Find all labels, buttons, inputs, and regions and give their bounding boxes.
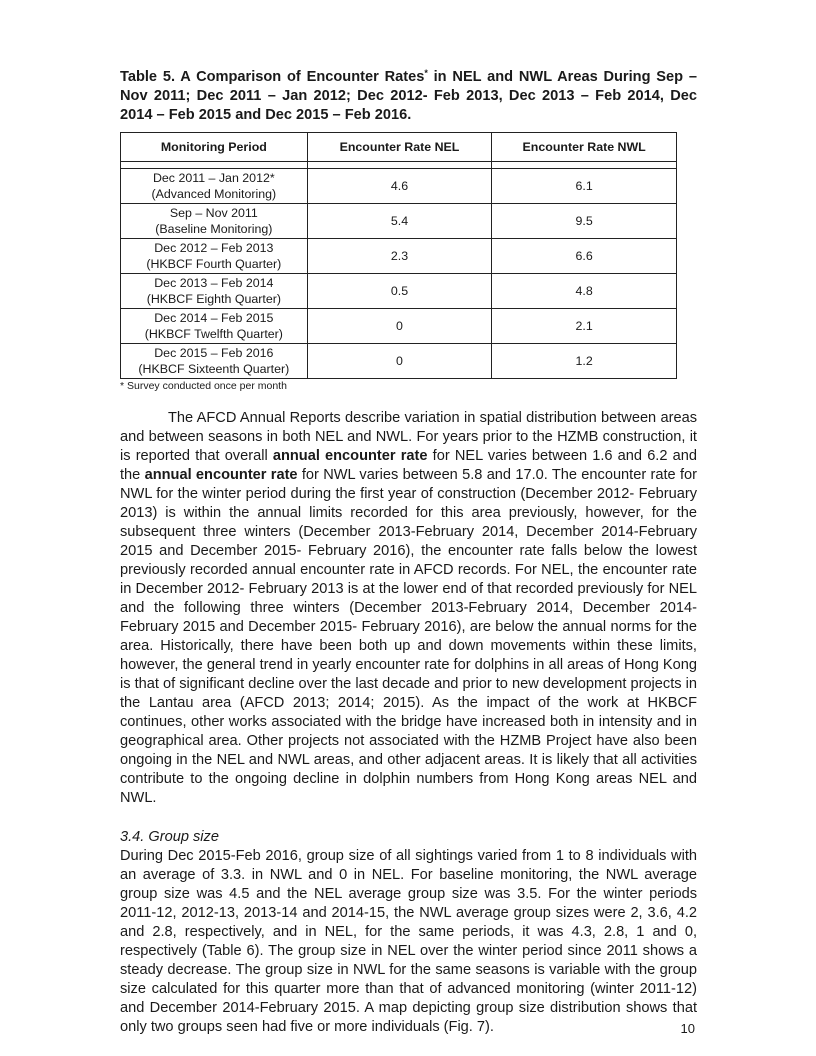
period-label: Dec 2012 – Feb 2013 [154, 241, 274, 255]
period-label: Sep – Nov 2011 [169, 206, 258, 220]
table-row [121, 169, 677, 204]
nel-value: 4.6 [307, 169, 492, 204]
page-number: 10 [680, 1021, 695, 1036]
nel-value: 0.5 [307, 274, 492, 309]
period-note: (HKBCF Fourth Quarter) [146, 257, 282, 271]
nel-value: 0 [307, 309, 492, 344]
caption-asterisk: * [424, 68, 428, 78]
document-page [120, 68, 697, 1037]
period-cell [121, 169, 308, 204]
header-encounter-rate-nwl: Encounter Rate NWL [492, 133, 677, 162]
table-row [121, 239, 677, 274]
caption-lead: Table 5. A Comparison of Encounter Rates [120, 69, 425, 85]
encounter-rate-table [120, 132, 677, 379]
section-paragraph: During Dec 2015-Feb 2016, group size of all sightings varied from 1 to 8 individuals with an average of 3.3. in NWL and 0 in NEL. For baseline monitoring, the NWL average group size was 4.5 and the NEL average group size was 3.5. For the winter periods 2011-12, 2012-13, 2013-14 and 2014-15, the NWL average group sizes were 2, 3.6, 4.2 and 2.8, respectively, and in NEL, for the same periods, it was 4.3, 2.8, 1 and 0, respectively (Table 6). The group size in NEL over the winter period since 2011 shows a steady decrease. The group size in NWL for the same seasons is variable with the group size calculated for this quarter more than that of advanced monitoring (winter 2011-12) and December 2014-February 2015. A map depicting group size distribution shows that only two groups seen had five or more individuals (Fig. 7). [120, 848, 697, 1035]
header-monitoring-period: Monitoring Period [121, 133, 308, 162]
table-row [121, 309, 677, 344]
period-label: Dec 2011 – Jan 2012* [152, 171, 275, 185]
nwl-value: 6.6 [492, 239, 677, 274]
period-cell [121, 274, 308, 309]
period-cell [121, 309, 308, 344]
header-encounter-rate-nel: Encounter Rate NEL [307, 133, 492, 162]
body-paragraph [120, 409, 697, 808]
period-label: Dec 2013 – Feb 2014 [154, 276, 274, 290]
paragraph-text: for NEL varies between 1.6 and 6.2 and the [120, 448, 697, 483]
period-label: Dec 2014 – Feb 2015 [154, 311, 274, 325]
period-note: (HKBCF Sixteenth Quarter) [138, 362, 290, 376]
nwl-value: 4.8 [492, 274, 677, 309]
nwl-value: 6.1 [492, 169, 677, 204]
nel-value: 0 [307, 344, 492, 379]
bold-term: annual encounter rate [144, 467, 298, 483]
period-cell [121, 239, 308, 274]
period-note: (Baseline Monitoring) [155, 222, 273, 236]
paragraph-text: for NWL varies between 5.8 and 17.0. The encounter rate for NWL for the winter period during the first year of construction (December 2012- February 2013) is within the annual limits recorded for this area previously, however, for the subsequent three winters (December 2013-February 2014, December 2014-February 2015 and December 2015- February 2016), the encounter rate falls below the lowest previously recorded annual encounter rate in AFCD records. For NEL, the encounter rate in December 2012- February 2013 is at the lower end of that recorded previously for NEL and the following three winters (December 2013-February 2014, December 2014-February 2015 and December 2015- February 2016), are below the annual norms for the area. Historically, there have been both up and down movements within these limits, however, the general trend in yearly encounter rate for dolphins in all areas of Hong Kong is that of significant decline over the last decade and prior to new development projects in the Lantau area (AFCD 2013; 2014; 2015). As the impact of the work at HKBCF continues, other works associated with the bridge have increased both in intensity and in geographical area. Other projects not associated with the HZMB Project have also been ongoing in the NEL and NWL areas, and other adjacent areas. It is likely that all activities contribute to the ongoing decline in dolphin numbers from Hong Kong areas NEL and NWL. [120, 467, 697, 806]
table-row [121, 274, 677, 309]
nwl-value: 9.5 [492, 204, 677, 239]
nel-value: 2.3 [307, 239, 492, 274]
period-note: (HKBCF Eighth Quarter) [146, 292, 281, 306]
nel-value: 5.4 [307, 204, 492, 239]
table-row [121, 344, 677, 379]
caption-rest: in NEL and NWL Areas During Sep – Nov 2011; Dec 2011 – Jan 2012; Dec 2012- Feb 2013, Dec 2013 – Feb 2014, Dec 2014 – Feb 2015 and Dec 2015 – Feb 2016. [120, 69, 697, 123]
period-cell [121, 344, 308, 379]
table-header-row [121, 133, 677, 162]
paragraph-text: The AFCD Annual Reports describe variation in spatial distribution between areas and between seasons in both NEL and NWL. For years prior to the HZMB construction, it is reported that overall [120, 410, 697, 464]
nwl-value: 2.1 [492, 309, 677, 344]
period-label: Dec 2015 – Feb 2016 [154, 346, 274, 360]
period-note: (Advanced Monitoring) [151, 187, 277, 201]
bold-term: annual encounter rate [272, 448, 428, 464]
table-spacer-row [121, 162, 677, 169]
table-row [121, 204, 677, 239]
nwl-value: 1.2 [492, 344, 677, 379]
period-note: (HKBCF Twelfth Quarter) [144, 327, 283, 341]
period-cell [121, 204, 308, 239]
table-footnote: * Survey conducted once per month [120, 380, 287, 392]
section-heading: 3.4. Group size [120, 829, 219, 845]
table-caption [120, 68, 697, 125]
